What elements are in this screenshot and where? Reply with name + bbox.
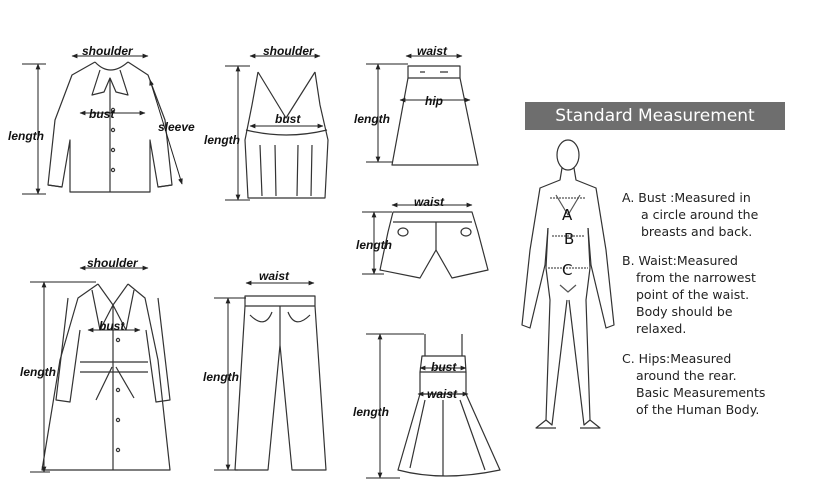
dress-length-label: length [353, 405, 389, 419]
marker-c: C [562, 261, 573, 279]
shorts-length-label: length [356, 238, 392, 252]
shirt-bust-label: bust [89, 107, 115, 121]
marker-b: B [564, 230, 575, 248]
jeans-waist-label: waist [259, 269, 290, 283]
shirt-shoulder-label: shoulder [82, 44, 133, 58]
trench-coat-drawing [42, 284, 170, 470]
dress-waist-label: waist [427, 387, 458, 401]
dress-bust-label: bust [431, 360, 457, 374]
note-line: Body should be [636, 304, 733, 319]
skirt-hip-label: hip [425, 94, 443, 108]
note-line: point of the waist. [636, 287, 750, 302]
standard-measurement-title: Standard Measurement [525, 102, 785, 130]
note-line: a circle around the [641, 207, 759, 222]
note-line: Basic Measurements [636, 385, 766, 400]
tank-bust-label: bust [275, 112, 301, 126]
shorts-drawing [380, 212, 488, 278]
note-line: C. Hips:Measured [622, 351, 732, 366]
body-figure [522, 140, 614, 428]
note-line: relaxed. [636, 321, 687, 336]
skirt-drawing [392, 66, 478, 165]
marker-a: A [562, 206, 573, 224]
note-hips [622, 350, 807, 418]
dress-drawing [398, 334, 500, 476]
coat-length-label: length [20, 365, 56, 379]
note-bust [622, 189, 807, 240]
jeans-drawing [235, 296, 326, 470]
note-line: A. Bust :Measured in [622, 190, 751, 205]
jeans-length-label: length [203, 370, 239, 384]
skirt-length-label: length [354, 112, 390, 126]
note-line: around the rear. [636, 368, 737, 383]
shorts-waist-label: waist [414, 195, 445, 209]
note-line: of the Human Body. [636, 402, 760, 417]
shirt-sleeve-label: sleeve [158, 120, 195, 134]
shirt-length-label: length [8, 129, 44, 143]
tank-length-label: length [204, 133, 240, 147]
shirt-drawing [48, 62, 172, 192]
tank-shoulder-label: shoulder [263, 44, 314, 58]
skirt-waist-label: waist [417, 44, 448, 58]
note-line: breasts and back. [641, 224, 753, 239]
note-line: B. Waist:Measured [622, 253, 738, 268]
coat-bust-label: bust [99, 319, 125, 333]
tank-top-drawing [245, 72, 328, 198]
coat-shoulder-label: shoulder [87, 256, 138, 270]
note-waist [622, 252, 807, 337]
note-line: from the narrowest [636, 270, 756, 285]
